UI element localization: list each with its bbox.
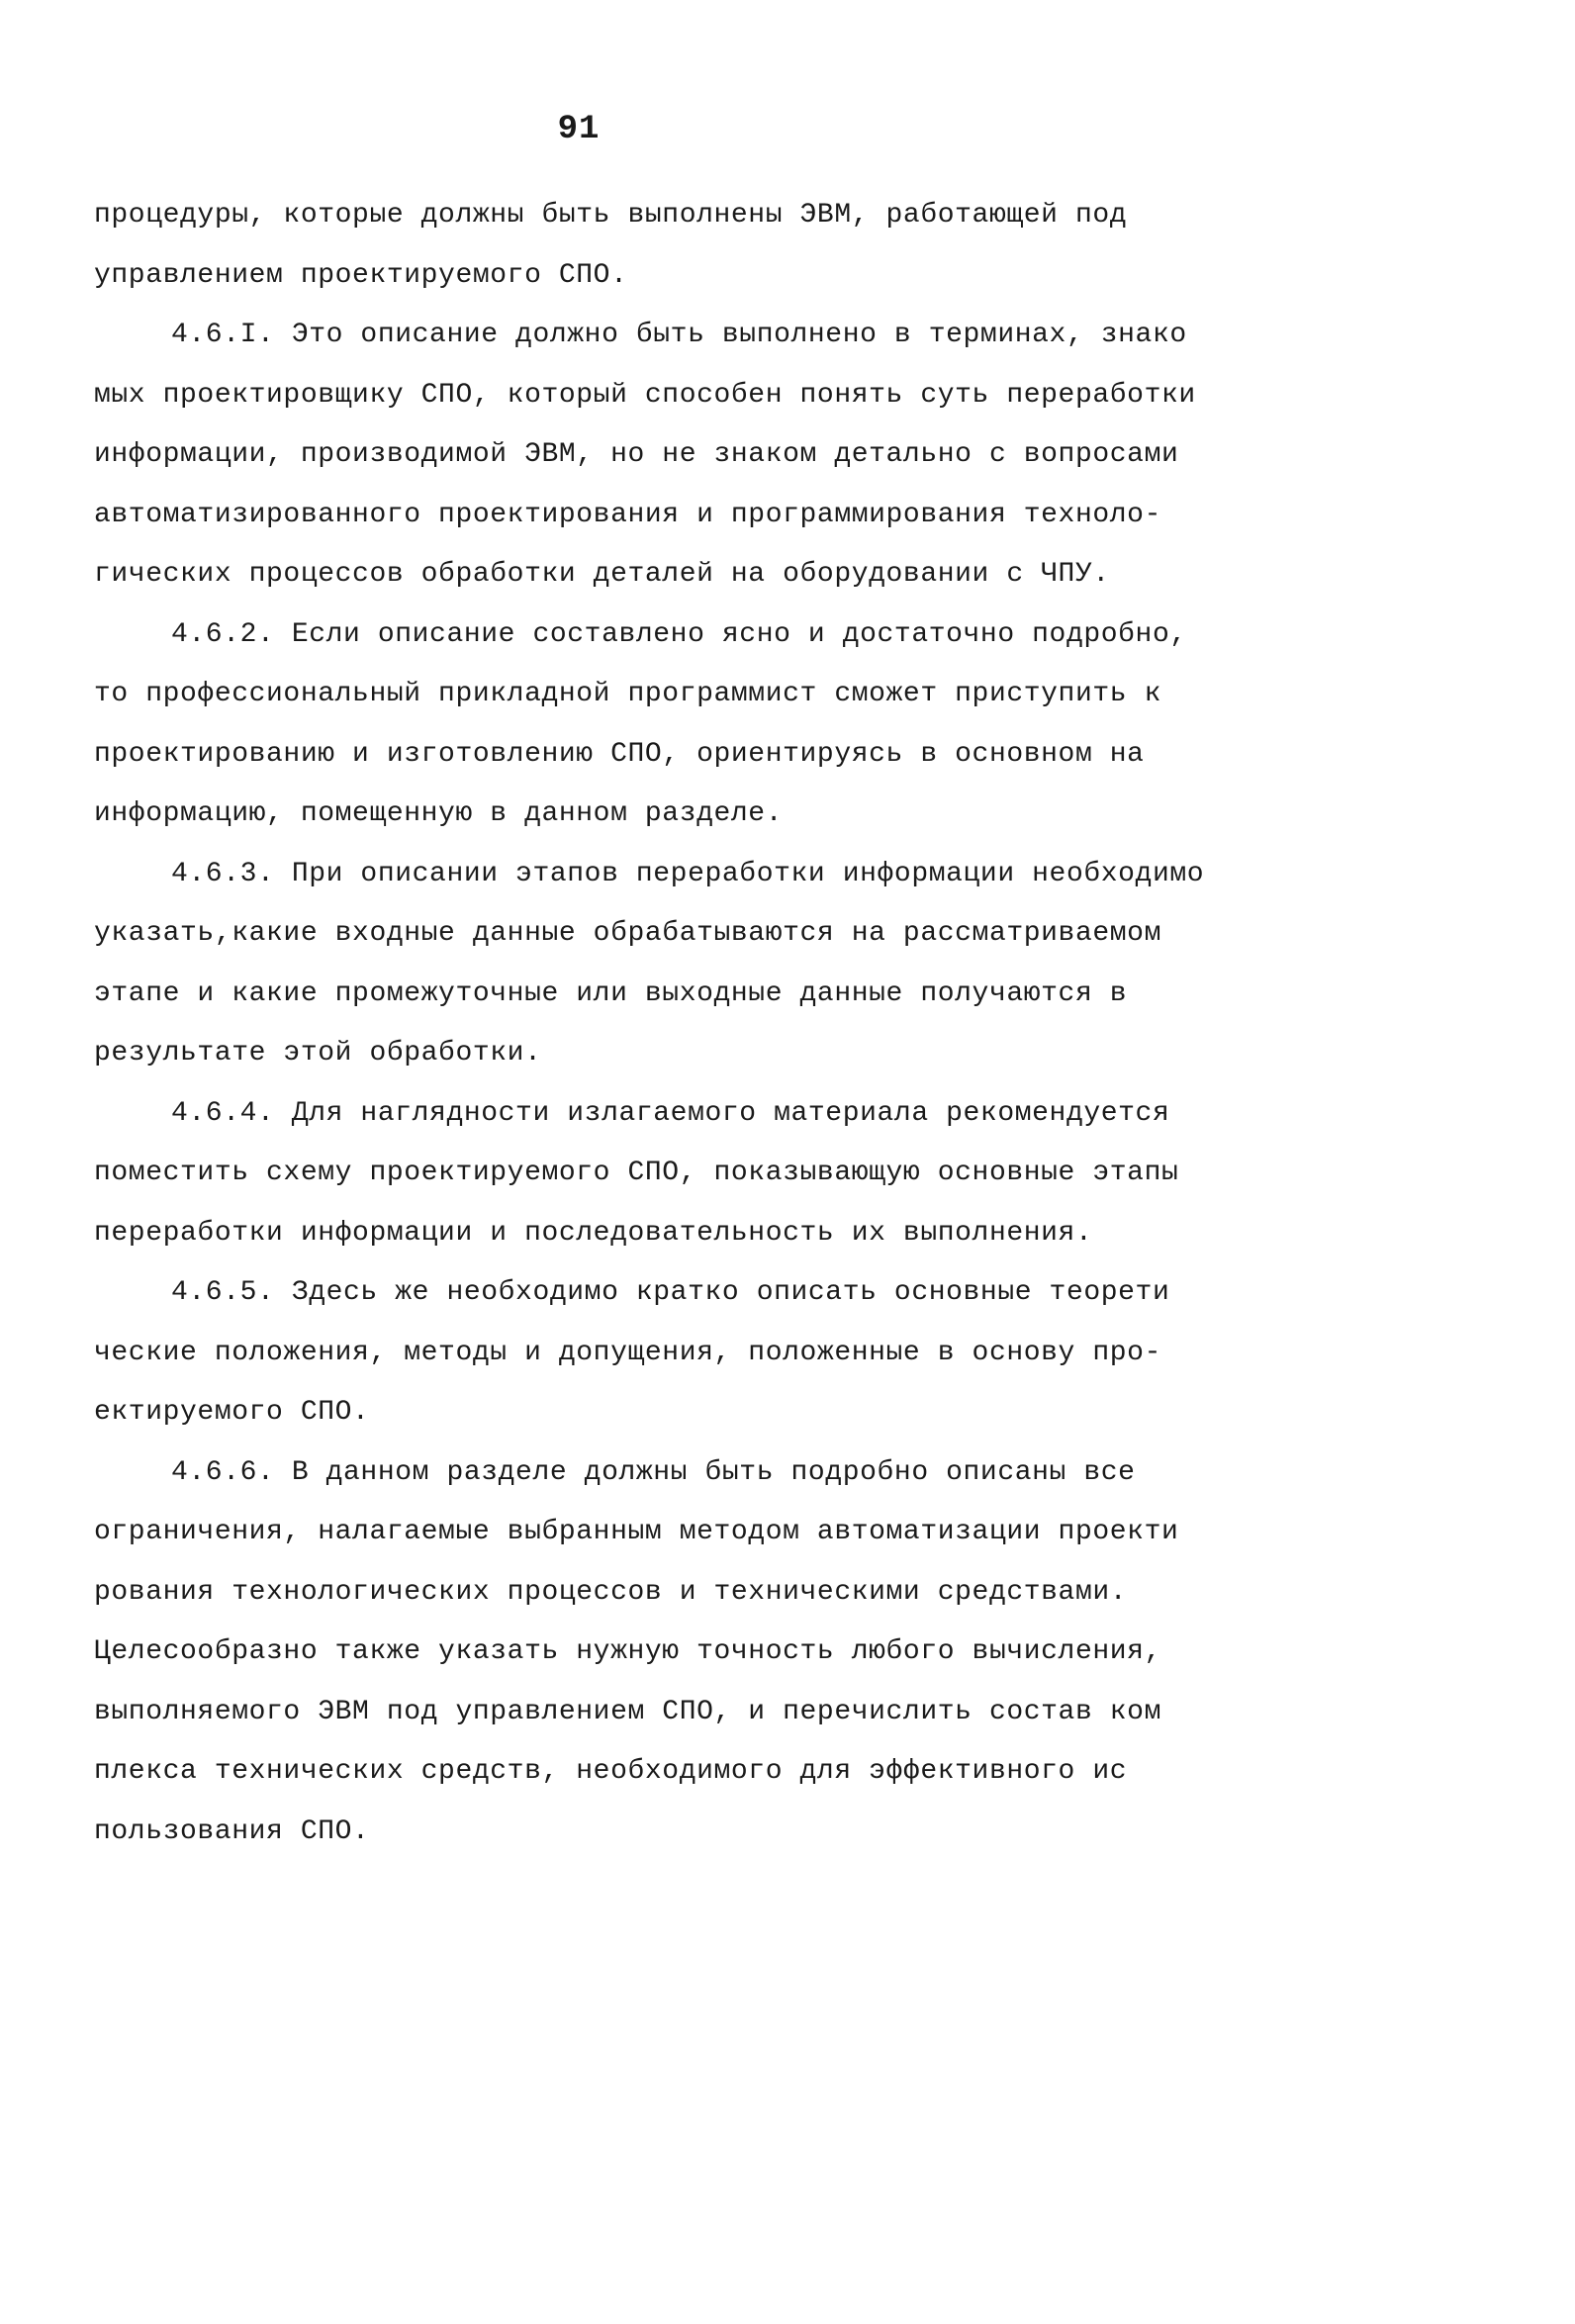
text-line: переработки информации и последовательность их выполнения. [94,1217,1093,1249]
text-line: ческие положения, методы и допущения, положенные в основу про- [94,1337,1161,1368]
text-line: 4.6.I. Это описание должно быть выполнено в терминах, знако [171,320,1187,350]
text-line: 4.6.2. Если описание составлено ясно и достаточно подробно, [171,618,1187,650]
text-line: рования технологических процессов и техническими средствами. [94,1576,1128,1608]
body-text [94,186,1321,1862]
text-line: 4.6.5. Здесь же необходимо кратко описать основные теорети [171,1277,1170,1308]
text-line: информации, производимой ЭВМ, но не знаком детально с вопросами [94,439,1179,470]
text-line: этапе и какие промежуточные или выходные данные получаются в [94,977,1128,1009]
text-line: указать,какие входные данные обрабатываются на рассматриваемом [94,918,1161,949]
text-line: поместить схему проектируемого СПО, показывающую основные этапы [94,1158,1179,1188]
text-line: гических процессов обработки деталей на оборудовании с ЧПУ. [94,559,1110,590]
text-line: процедуры, которые должны быть выполнены ЭВМ, работающей под [94,200,1128,231]
text-line: мых проектировщику СПО, который способен понять суть переработки [94,379,1196,411]
text-line: 4.6.6. В данном разделе должны быть подробно описаны все [171,1456,1136,1488]
text-line: проектированию и изготовлению СПО, ориентируясь в основном на [94,738,1145,770]
text-line: ектируемого СПО. [94,1397,370,1428]
text-line: 4.6.4. Для наглядности излагаемого материала рекомендуется [171,1097,1170,1129]
text-line: ограничения, налагаемые выбранным методом автоматизации проекти [94,1517,1179,1547]
text-line: плекса технических средств, необходимого для эффективного ис [94,1756,1128,1787]
text-line: автоматизированного проектирования и программирования техноло- [94,499,1161,530]
text-line: 4.6.3. При описании этапов переработки информации необходимо [171,858,1205,889]
text-line: пользования СПО. [94,1815,370,1847]
page-number: 91 [557,111,601,148]
text-line: управлением проектируемого СПО. [94,259,628,291]
text-line: Целесообразно также указать нужную точность любого вычисления, [94,1636,1161,1667]
text-line: результате этой обработки. [94,1038,542,1069]
text-line: информацию, помещенную в данном разделе. [94,798,784,829]
text-line: выполняемого ЭВМ под управлением СПО, и перечислить состав ком [94,1696,1161,1727]
text-line: то профессиональный прикладной программист сможет приступить к [94,679,1161,709]
